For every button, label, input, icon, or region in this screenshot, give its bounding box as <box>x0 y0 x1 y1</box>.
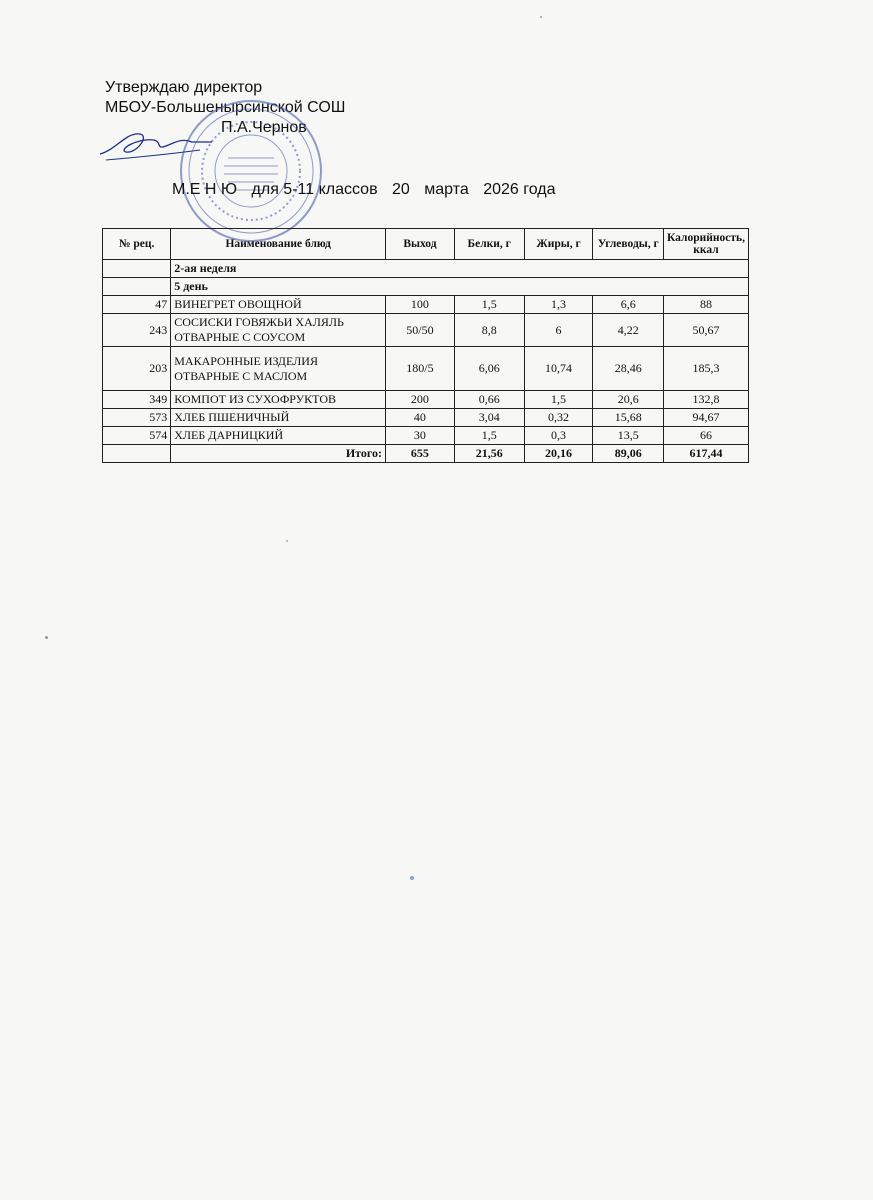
output: 50/50 <box>386 314 455 347</box>
rec-number: 573 <box>103 409 171 427</box>
total-label: Итого: <box>171 445 386 463</box>
protein: 3,04 <box>454 409 524 427</box>
day-label: 5 день <box>171 278 749 296</box>
dish-name-line2: ОТВАРНЫЕ С МАСЛОМ <box>174 368 308 383</box>
table-header-row <box>103 229 749 260</box>
menu-word: М.Е Н Ю <box>172 181 238 198</box>
col-rec: № рец. <box>103 229 171 260</box>
col-carbs: Углеводы, г <box>593 229 664 260</box>
scan-speck <box>286 540 288 542</box>
fat: 0,32 <box>524 409 593 427</box>
table-row <box>103 296 749 314</box>
stamp-icon <box>176 96 326 246</box>
fat: 1,3 <box>524 296 593 314</box>
protein: 0,66 <box>454 391 524 409</box>
table-row <box>103 391 749 409</box>
date-year: 2026 года <box>483 181 556 198</box>
menu-title <box>172 181 566 199</box>
date-month: марта <box>424 181 469 198</box>
menu-table <box>102 228 749 463</box>
classes-label: для 5-11 классов <box>251 181 378 198</box>
scan-speck <box>45 636 48 639</box>
fat: 6 <box>524 314 593 347</box>
total-carbs: 89,06 <box>593 445 664 463</box>
calories: 185,3 <box>663 347 748 391</box>
carbs: 4,22 <box>593 314 664 347</box>
col-protein: Белки, г <box>454 229 524 260</box>
output: 180/5 <box>386 347 455 391</box>
calories: 132,8 <box>663 391 748 409</box>
table-row <box>103 314 749 347</box>
school-name: МБОУ-Большенырсинской СОШ <box>105 99 346 116</box>
calories: 66 <box>663 427 748 445</box>
output: 30 <box>386 427 455 445</box>
col-calories: Калорийность, ккал <box>663 229 748 260</box>
week-label: 2-ая неделя <box>171 260 749 278</box>
carbs: 20,6 <box>593 391 664 409</box>
protein: 6,06 <box>454 347 524 391</box>
total-fat: 20,16 <box>524 445 593 463</box>
scan-speck <box>410 876 414 880</box>
day-row <box>103 278 749 296</box>
dish-name: ВИНЕГРЕТ ОВОЩНОЙ <box>171 296 386 314</box>
dish-name: ХЛЕБ ПШЕНИЧНЫЙ <box>171 409 386 427</box>
rec-number: 203 <box>103 347 171 391</box>
director-name: П.А.Чернов <box>221 119 307 136</box>
carbs: 13,5 <box>593 427 664 445</box>
scan-speck <box>540 16 542 18</box>
total-protein: 21,56 <box>454 445 524 463</box>
total-output: 655 <box>386 445 455 463</box>
fat: 1,5 <box>524 391 593 409</box>
table-row <box>103 347 749 391</box>
col-fat: Жиры, г <box>524 229 593 260</box>
protein: 1,5 <box>454 296 524 314</box>
calories: 50,67 <box>663 314 748 347</box>
dish-name: КОМПОТ ИЗ СУХОФРУКТОВ <box>171 391 386 409</box>
col-name: Наименование блюд <box>171 229 386 260</box>
output: 100 <box>386 296 455 314</box>
week-row <box>103 260 749 278</box>
output: 200 <box>386 391 455 409</box>
protein: 1,5 <box>454 427 524 445</box>
approve-title: Утверждаю директор <box>105 79 263 96</box>
output: 40 <box>386 409 455 427</box>
calories: 94,67 <box>663 409 748 427</box>
table-row <box>103 409 749 427</box>
rec-number: 349 <box>103 391 171 409</box>
dish-name-line1: СОСИСКИ ГОВЯЖЬИ ХАЛЯЛЬ <box>174 315 344 329</box>
col-output: Выход <box>386 229 455 260</box>
carbs: 15,68 <box>593 409 664 427</box>
date-day: 20 <box>392 181 410 198</box>
dish-name <box>171 347 386 391</box>
dish-name: ХЛЕБ ДАРНИЦКИЙ <box>171 427 386 445</box>
rec-number: 574 <box>103 427 171 445</box>
total-row <box>103 445 749 463</box>
dish-name-line1: МАКАРОННЫЕ ИЗДЕЛИЯ <box>174 353 318 368</box>
rec-number: 243 <box>103 314 171 347</box>
table-row <box>103 427 749 445</box>
calories: 88 <box>663 296 748 314</box>
rec-number: 47 <box>103 296 171 314</box>
dish-name-line2: ОТВАРНЫЕ С СОУСОМ <box>174 330 306 344</box>
protein: 8,8 <box>454 314 524 347</box>
fat: 0,3 <box>524 427 593 445</box>
carbs: 28,46 <box>593 347 664 391</box>
dish-name <box>171 314 386 347</box>
total-calories: 617,44 <box>663 445 748 463</box>
fat: 10,74 <box>524 347 593 391</box>
carbs: 6,6 <box>593 296 664 314</box>
